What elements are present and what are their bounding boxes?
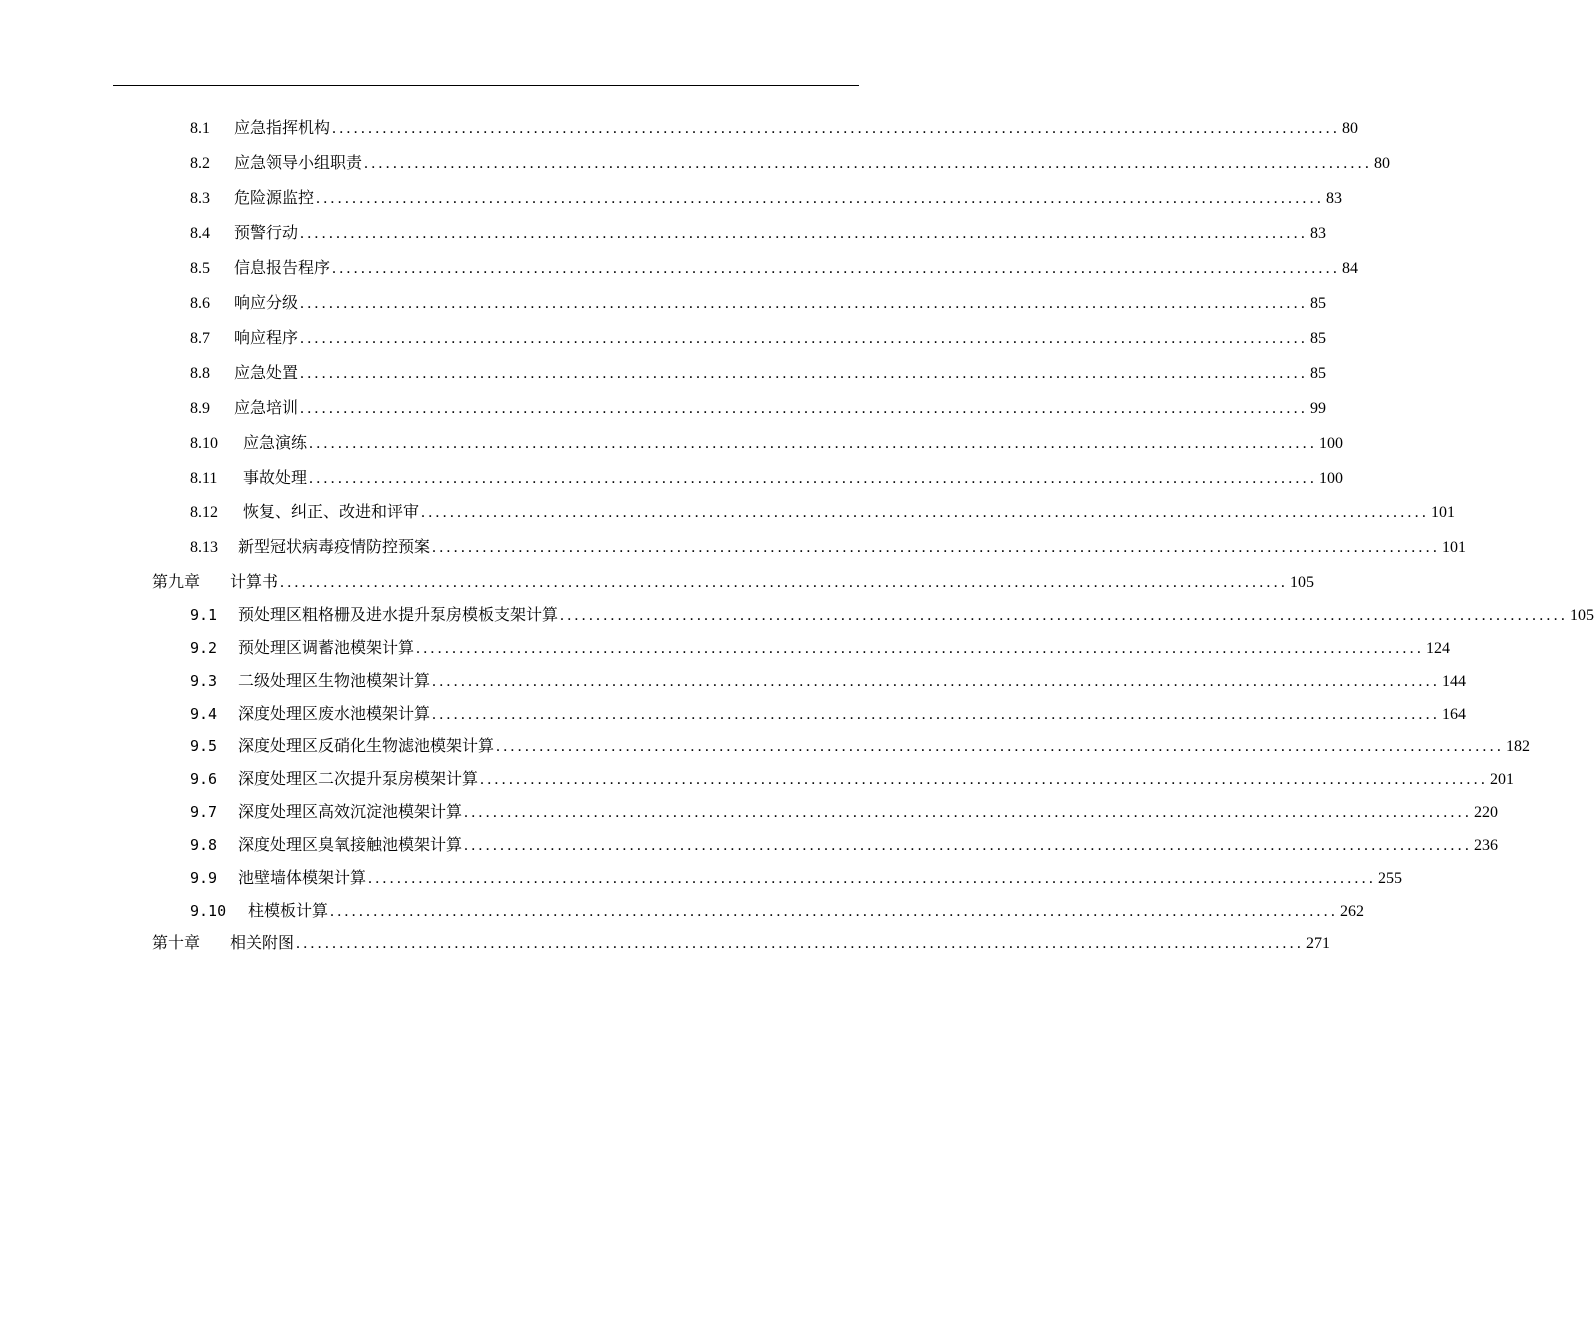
toc-entry-page: 85 xyxy=(1310,330,1327,347)
toc-entry-title: 深度处理区高效沉淀池模架计算 xyxy=(238,802,463,821)
dot-leader: ............................................................................................................................................ xyxy=(300,365,1309,382)
toc-entry-number: 8.6 xyxy=(190,295,210,312)
toc-entry[interactable] xyxy=(190,398,1327,419)
dot-leader: ............................................................................................................................................ xyxy=(432,539,1441,556)
toc-entry-number: 8.4 xyxy=(190,225,210,242)
toc-entry-page: 255 xyxy=(1378,870,1403,887)
dot-leader: ............................................................................................................................................ xyxy=(309,435,1318,452)
toc-entry-number: 9.9 xyxy=(190,869,218,887)
toc-entry-page: 182 xyxy=(1506,738,1531,755)
toc-entry[interactable] xyxy=(190,153,1391,174)
toc-entry-page: 85 xyxy=(1310,295,1327,312)
toc-entry-page: 144 xyxy=(1442,673,1467,690)
toc-entry-number: 9.3 xyxy=(190,672,218,690)
toc-entry-number: 8.3 xyxy=(190,190,210,207)
toc-entry-page: 80 xyxy=(1374,155,1391,172)
toc-entry-page: 85 xyxy=(1310,365,1327,382)
toc-entry-number: 8.11 xyxy=(190,470,218,487)
dot-leader: ............................................................................................................................................ xyxy=(364,155,1373,172)
toc-entry-page: 124 xyxy=(1426,640,1451,657)
toc-entry-page: 80 xyxy=(1342,120,1359,137)
dot-leader: ............................................................................................................................................ xyxy=(332,120,1341,137)
toc-entry-page: 201 xyxy=(1490,771,1515,788)
toc-entry-number: 9.10 xyxy=(190,902,227,920)
toc-entry-title: 二级处理区生物池模架计算 xyxy=(238,671,431,690)
dot-leader: ............................................................................................................................................ xyxy=(300,225,1309,242)
dot-leader: ............................................................................................................................................ xyxy=(300,295,1309,312)
toc-entry-number: 8.5 xyxy=(190,260,210,277)
toc-entry-number: 8.9 xyxy=(190,400,210,417)
toc-entry-page: 83 xyxy=(1326,190,1343,207)
toc-entry[interactable] xyxy=(190,868,1403,889)
toc-entry-number: 9.6 xyxy=(190,770,218,788)
toc-entry-title: 事故处理 xyxy=(243,468,308,487)
toc-entry-page: 99 xyxy=(1310,400,1327,417)
toc-entry-number: 9.2 xyxy=(190,639,218,657)
toc-entry-title: 应急领导小组职责 xyxy=(234,153,363,172)
toc-entry-page: 100 xyxy=(1319,435,1344,452)
toc-chapter-entry[interactable] xyxy=(152,572,1315,593)
toc-entry-page: 105 xyxy=(1290,574,1315,591)
toc-entry-title: 深度处理区反硝化生物滤池模架计算 xyxy=(238,736,495,755)
toc-entry-title: 预警行动 xyxy=(234,223,299,242)
toc-entry-number: 9.1 xyxy=(190,606,218,624)
toc-entry-number: 9.8 xyxy=(190,836,218,854)
toc-entry[interactable] xyxy=(190,769,1515,790)
toc-entry-title: 恢复、纠正、改进和评审 xyxy=(243,502,420,521)
toc-entry[interactable] xyxy=(190,802,1499,823)
toc-chapter-number: 第九章 xyxy=(152,572,201,591)
toc-entry-title: 应急演练 xyxy=(243,433,308,452)
toc-entry-title: 深度处理区废水池模架计算 xyxy=(238,704,431,723)
toc-entry-title: 计算书 xyxy=(230,572,279,591)
dot-leader: ............................................................................................................................................ xyxy=(309,470,1318,487)
toc-entry[interactable] xyxy=(190,901,1365,922)
toc-entry-page: 83 xyxy=(1310,225,1327,242)
toc-entry[interactable] xyxy=(190,468,1344,489)
dot-leader: ............................................................................................................................................ xyxy=(432,673,1441,690)
dot-leader: ............................................................................................................................................ xyxy=(464,804,1473,821)
dot-leader: ............................................................................................................................................ xyxy=(300,400,1309,417)
toc-entry[interactable] xyxy=(190,223,1327,244)
toc-entry-title: 深度处理区二次提升泵房模架计算 xyxy=(238,769,479,788)
toc-entry-page: 236 xyxy=(1474,837,1499,854)
toc-entry-title: 危险源监控 xyxy=(234,188,315,207)
toc-entry-number: 8.1 xyxy=(190,120,210,137)
toc-entry-title: 新型冠状病毒疫情防控预案 xyxy=(238,537,431,556)
toc-entry[interactable] xyxy=(190,293,1327,314)
dot-leader: ............................................................................................................................................ xyxy=(432,706,1441,723)
toc-entry[interactable] xyxy=(190,328,1327,349)
dot-leader: ............................................................................................................................................ xyxy=(560,607,1569,624)
toc-entry[interactable] xyxy=(190,736,1531,757)
toc-entry-title: 池壁墙体模架计算 xyxy=(238,868,367,887)
toc-entry-title: 应急培训 xyxy=(234,398,299,417)
toc-entry[interactable] xyxy=(190,671,1467,692)
toc-entry-number: 9.7 xyxy=(190,803,218,821)
toc-entry[interactable] xyxy=(190,258,1359,279)
header-rule xyxy=(113,85,859,86)
toc-entry[interactable] xyxy=(190,502,1456,523)
toc-entry-title: 应急指挥机构 xyxy=(234,118,331,137)
toc-entry-number: 8.12 xyxy=(190,504,218,521)
toc-entry-number: 9.5 xyxy=(190,737,218,755)
toc-entry[interactable] xyxy=(190,433,1344,454)
toc-entry-title: 预处理区粗格栅及进水提升泵房模板支架计算 xyxy=(238,605,559,624)
dot-leader: ............................................................................................................................................ xyxy=(296,935,1305,952)
dot-leader: ............................................................................................................................................ xyxy=(368,870,1377,887)
toc-entry-page: 101 xyxy=(1442,539,1467,556)
toc-chapter-entry[interactable] xyxy=(152,933,1331,954)
toc-entry-page: 271 xyxy=(1306,935,1331,952)
toc-entry-page: 101 xyxy=(1431,504,1456,521)
toc-entry-title: 信息报告程序 xyxy=(234,258,331,277)
dot-leader: ............................................................................................................................................ xyxy=(332,260,1341,277)
toc-entry-page: 84 xyxy=(1342,260,1359,277)
toc-entry[interactable] xyxy=(190,638,1451,659)
dot-leader: ............................................................................................................................................ xyxy=(416,640,1425,657)
toc-entry-title: 柱模板计算 xyxy=(248,901,329,920)
dot-leader: ............................................................................................................................................ xyxy=(480,771,1489,788)
toc-entry-number: 8.13 xyxy=(190,539,218,556)
toc-entry[interactable] xyxy=(190,188,1343,209)
toc-entry-page: 220 xyxy=(1474,804,1499,821)
toc-entry[interactable] xyxy=(190,605,1594,626)
dot-leader: ............................................................................................................................................ xyxy=(421,504,1430,521)
toc-entry-page: 262 xyxy=(1340,903,1365,920)
toc-entry-page: 105 xyxy=(1570,607,1594,624)
toc-entry-number: 9.4 xyxy=(190,705,218,723)
toc-entry[interactable] xyxy=(190,537,1467,558)
dot-leader: ............................................................................................................................................ xyxy=(464,837,1473,854)
toc-entry-page: 164 xyxy=(1442,706,1467,723)
toc-entry-title: 预处理区调蓄池模架计算 xyxy=(238,638,415,657)
toc-entry[interactable] xyxy=(190,363,1327,384)
dot-leader: ............................................................................................................................................ xyxy=(330,903,1339,920)
toc-entry-title: 深度处理区臭氧接触池模架计算 xyxy=(238,835,463,854)
dot-leader: ............................................................................................................................................ xyxy=(496,738,1505,755)
toc-entry-page: 100 xyxy=(1319,470,1344,487)
dot-leader: ............................................................................................................................................ xyxy=(316,190,1325,207)
toc-entry[interactable] xyxy=(190,835,1499,856)
toc-entry-title: 应急处置 xyxy=(234,363,299,382)
toc-entry-number: 8.10 xyxy=(190,435,218,452)
toc-entry-number: 8.7 xyxy=(190,330,210,347)
toc-entry-number: 8.8 xyxy=(190,365,210,382)
toc-entry[interactable] xyxy=(190,704,1467,725)
toc-chapter-number: 第十章 xyxy=(152,933,201,952)
toc-entry[interactable] xyxy=(190,118,1359,139)
toc-entry-number: 8.2 xyxy=(190,155,210,172)
toc-entry-title: 响应分级 xyxy=(234,293,299,312)
toc-entry-title: 相关附图 xyxy=(230,933,295,952)
dot-leader: ............................................................................................................................................ xyxy=(280,574,1289,591)
dot-leader: ............................................................................................................................................ xyxy=(300,330,1309,347)
toc-entry-title: 响应程序 xyxy=(234,328,299,347)
